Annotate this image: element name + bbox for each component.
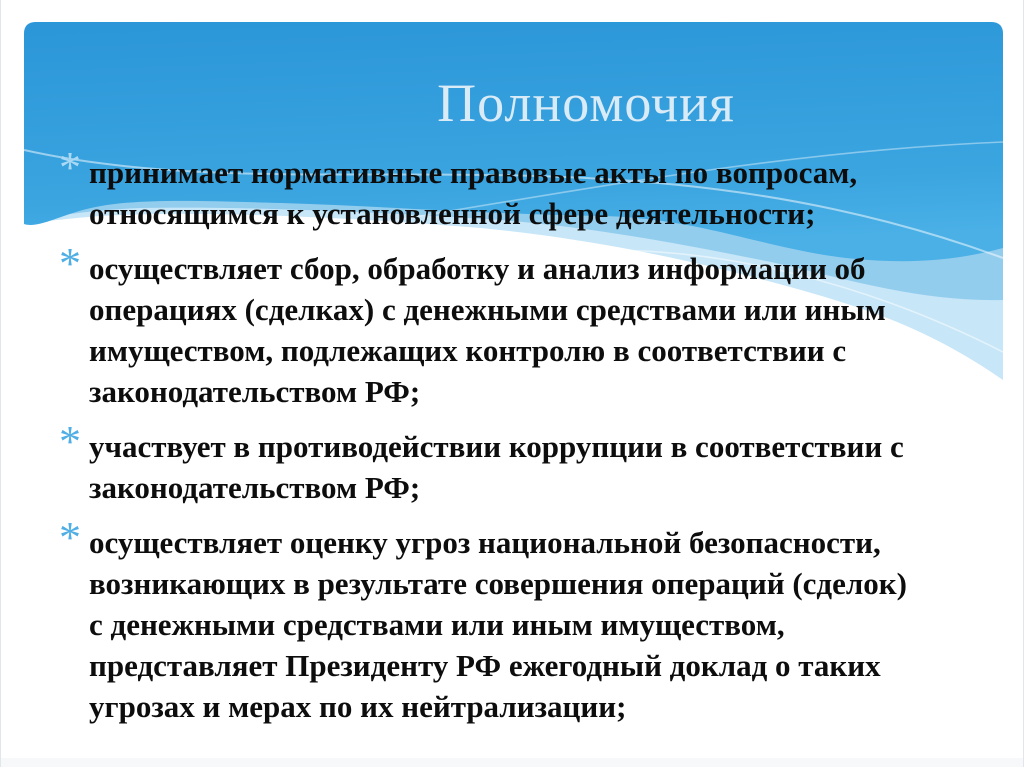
bullet-line: с денежными средствами или иным имуществом, — [89, 607, 785, 642]
bullet-line: представляет Президенту РФ ежегодный доклад о таких — [89, 648, 881, 683]
slide-title: Полномочия — [437, 73, 735, 133]
list-item — [59, 239, 976, 412]
asterisk-bullet-icon: * — [59, 417, 81, 466]
bullet-line: операциях (сделках) с денежными средствами или иным — [89, 292, 886, 327]
bullet-line: законодательством РФ; — [89, 470, 421, 505]
bullet-line: принимает нормативные правовые акты по вопросам, — [89, 155, 858, 190]
bullet-line: возникающих в результате совершения операций (сделок) — [89, 566, 907, 601]
list-item — [59, 417, 976, 508]
list-item — [59, 513, 976, 727]
bullet-list — [59, 143, 976, 741]
asterisk-bullet-icon: * — [59, 513, 81, 562]
asterisk-bullet-icon: * — [59, 239, 81, 288]
bullet-line: законодательством РФ; — [89, 374, 421, 409]
bullet-line: осуществляет сбор, обработку и анализ информации об — [89, 251, 866, 286]
bullet-line: относящимся к установленной сфере деятельности; — [89, 196, 816, 231]
slide-bottom-edge — [1, 758, 1023, 767]
bullet-line: участвует в противодействии коррупции в соответствии с — [89, 429, 904, 464]
list-item — [59, 143, 976, 234]
bullet-line: угрозах и мерах по их нейтрализации; — [89, 689, 627, 724]
bullet-line: осуществляет оценку угроз национальной безопасности, — [89, 525, 881, 560]
asterisk-bullet-icon: * — [59, 143, 81, 192]
bullet-line: имуществом, подлежащих контролю в соответствии с — [89, 333, 847, 368]
